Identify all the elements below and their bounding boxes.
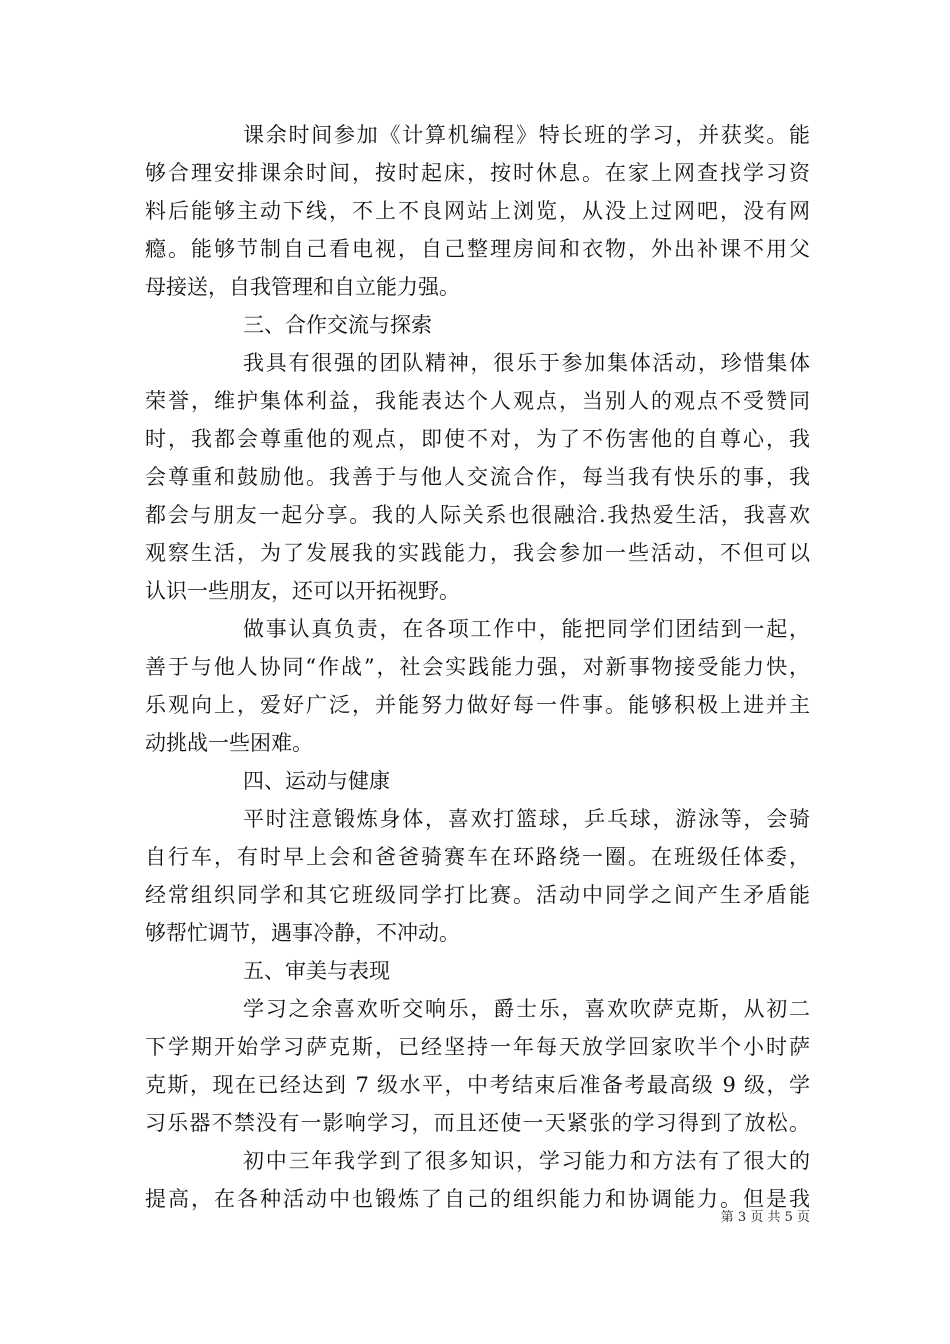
text-line: 初中三年我学到了很多知识，学习能力和方法有了很大的 [243, 1149, 810, 1173]
text-line: 善于与他人协同“作战”，社会实践能力强，对新事物接受能力快， [145, 655, 810, 679]
text-line: 克斯，现在已经达到 7 级水平，中考结束后准备考最高级 9 级，学 [145, 1073, 810, 1097]
text-line: 动挑战一些困难。 [145, 731, 313, 755]
text-line: 母接送，自我管理和自立能力强。 [145, 275, 460, 299]
text-line: 学习之余喜欢听交响乐，爵士乐，喜欢吹萨克斯，从初二 [243, 997, 810, 1021]
text-line: 平时注意锻炼身体，喜欢打篮球，乒乓球，游泳等，会骑 [243, 807, 810, 831]
text-line: 瘾。能够节制自己看电视，自己整理房间和衣物，外出补课不用父 [145, 237, 810, 261]
text-line: 自行车，有时早上会和爸爸骑赛车在环路绕一圈。在班级任体委， [145, 845, 810, 869]
text-line: 提高，在各种活动中也锻炼了自己的组织能力和协调能力。但是我 [145, 1187, 810, 1211]
text-line: 下学期开始学习萨克斯，已经坚持一年每天放学回家吹半个小时萨 [145, 1035, 810, 1059]
section-heading: 三、合作交流与探索 [243, 313, 432, 337]
text-line: 料后能够主动下线，不上不良网站上浏览，从没上过网吧，没有网 [145, 199, 810, 223]
text-line: 荣誉，维护集体利益，我能表达个人观点，当别人的观点不受赞同 [145, 389, 810, 413]
text-line: 观察生活，为了发展我的实践能力，我会参加一些活动，不但可以 [145, 541, 810, 565]
text-line: 经常组织同学和其它班级同学打比赛。活动中同学之间产生矛盾能 [145, 883, 810, 907]
text-line: 都会与朋友一起分享。我的人际关系也很融洽.我热爱生活，我喜欢 [145, 503, 810, 527]
text-line: 够合理安排课余时间，按时起床，按时休息。在家上网查找学习资 [145, 161, 810, 185]
text-line: 够帮忙调节，遇事冷静，不冲动。 [145, 921, 460, 945]
text-line: 乐观向上，爱好广泛，并能努力做好每一件事。能够积极上进并主 [145, 693, 810, 717]
section-heading: 五、审美与表现 [243, 959, 390, 983]
page-number-footer: 第 3 页 共 5 页 [720, 1210, 810, 1225]
text-line: 会尊重和鼓励他。我善于与他人交流合作，每当我有快乐的事，我 [145, 465, 810, 489]
text-line: 课余时间参加《计算机编程》特长班的学习，并获奖。能 [243, 123, 810, 147]
text-line: 习乐器不禁没有一影响学习，而且还使一天紧张的学习得到了放松。 [145, 1111, 810, 1135]
text-line: 认识一些朋友，还可以开拓视野。 [145, 579, 460, 603]
section-heading: 四、运动与健康 [243, 769, 390, 793]
text-line: 我具有很强的团队精神，很乐于参加集体活动，珍惜集体 [243, 351, 810, 375]
text-line: 时，我都会尊重他的观点，即使不对，为了不伤害他的自尊心，我 [145, 427, 810, 451]
text-line: 做事认真负责，在各项工作中，能把同学们团结到一起， [243, 617, 810, 641]
